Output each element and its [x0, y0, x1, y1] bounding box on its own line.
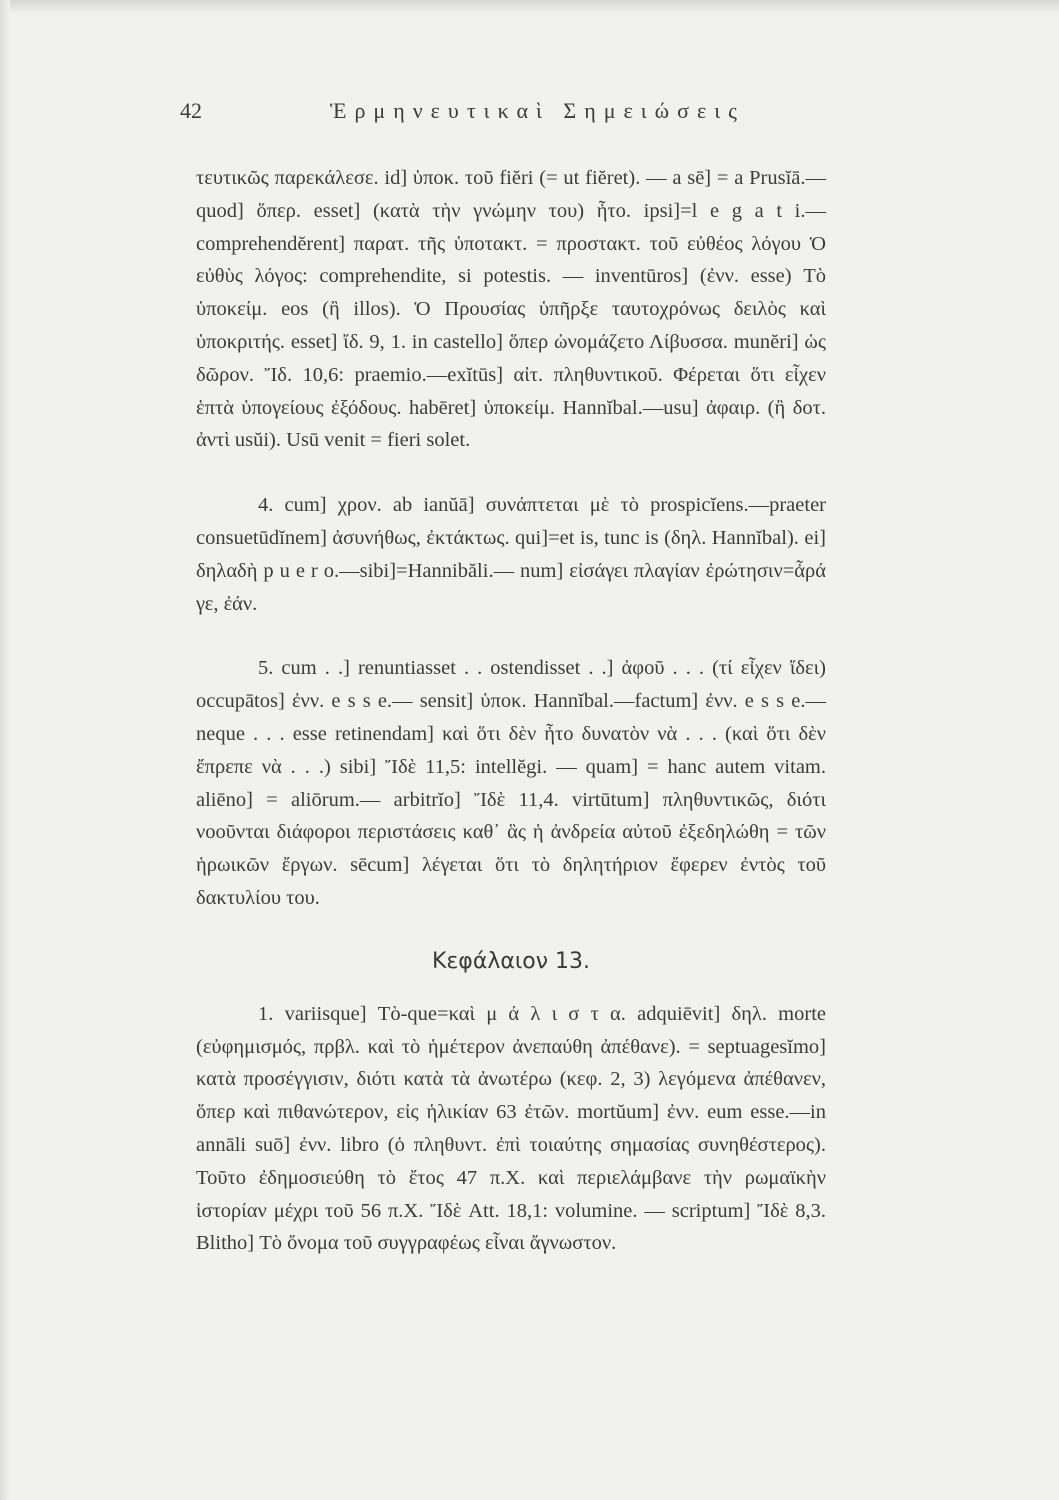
scan-edge-top — [0, 0, 1059, 14]
page-header — [180, 98, 850, 138]
commentary-paragraph: 4. cum] χρον. ab ianŭā] συνάπτεται μὲ τὸ prospicĭens.—praeter consuetūdĭnem] ἀσυνήθως, ἐκτάκτως. qui]=et is, tunc is (δηλ. Hannĭbal). ei] δηλαδὴ p u e r o.—sibi]=Hannibăli.— num] εἰσάγει πλαγίαν ἐρώτησιν=ἆρά γε, ἐάν. — [196, 494, 826, 615]
scan-edge-left — [0, 0, 10, 1500]
running-head: Ἑρμηνευτικαὶ Σημειώσεις — [330, 98, 745, 123]
commentary-paragraph: 1. variisque] Τὸ-que=καὶ μ ά λ ι σ τ α. adquiēvit] δηλ. morte (εὐφημισμός, πρβλ. καὶ τὸ ἡμέτερον ἀνεπαύθη ἀπέθανε). = septuagesĭmo] κατὰ προσέγγισιν, διότι κατὰ τὰ ἀνωτέρω (κεφ. 2, 3) λεγόμενα ἀπέθανεν, ὅπερ καὶ πιθανώτερον, εἰς ἡλικίαν 63 ἐτῶν. mortŭum] ἐνν. eum esse.—in annāli suō] ἐνν. libro (ὁ πληθυντ. ἐπὶ τοιαύτης σημασίας συνηθέστερος). Τοῦτο ἐδημοσιεύθη τὸ ἔτος 47 π.Χ. καὶ περιελάμβανε τὴν ρωμαϊκὴν ἱστορίαν μέχρι τοῦ 56 π.Χ. Ἴδὲ Att. 18,1: volumine. — scriptum] Ἴδὲ 8,3. Blitho] Τὸ ὄνομα τοῦ συγγραφέως εἶναι ἄγνωστον. — [196, 1002, 826, 1255]
commentary-paragraph: τευτικῶς παρεκάλεσε. id] ὑποκ. τοῦ fiĕri (= ut fiĕret). — a sē] = a Prusĭā.—quod] ὅπερ. esset] (κατὰ τὴν γνώμην του) ἦτο. ipsi]=l e g a t i.—comprehendĕrent] παρατ. τῆς ὑποτακτ. = προστακτ. τοῦ εὐθέος λόγου Ὁ εὐθὺς λόγος: comprehendite, si potestis. — inventūros] (ἐνν. esse) Τὸ ὑποκείμ. eos (ἢ illos). Ὁ Προυσίας ὑπῆρξε ταυτοχρόνως δειλὸς καὶ ὑποκριτής. esset] ἴδ. 9, 1. in castello] ὅπερ ὠνομάζετο Λίβυσσα. munĕri] ὡς δῶρον. Ἴδ. 10,6: praemio.—exĭtūs] αἰτ. πληθυντικοῦ. Φέρεται ὅτι εἶχεν ἑπτὰ ὑπογείους ἐξόδους. habēret] ὑποκείμ. Hannĭbal.—usu] ἀφαιρ. (ἢ δοτ. ἀντὶ usŭi). Usū venit = fieri solet. — [196, 167, 826, 452]
page-body — [196, 162, 826, 1260]
chapter-heading: Κεφάλαιον 13. — [431, 948, 591, 974]
page-number: 42 — [180, 98, 202, 123]
commentary-paragraph: 5. cum . .] renuntiasset . . ostendisset . .] ἀφοῦ . . . (τί εἶχεν ἴδει) occupātos] ἐνν. e s s e.— sensit] ὑποκ. Hannĭbal.—factum] ἐνν. e s s e.— neque . . . esse retinendam] καὶ ὅτι δὲν ἦτο δυνατὸν νὰ . . . (καὶ ὅτι δὲν ἔπρεπε νὰ . . .) sibi] Ἴδὲ 11,5: intellĕgi. — quam] = hanc autem vitam. aliēno] = aliōrum.— arbitrĭo] Ἴδὲ 11,4. virtūtum] πληθυντικῶς, διότι νοοῦνται διάφοροι περιστάσεις καθ᾽ ἃς ἡ ἀνδρεία αὐτοῦ ἐξεδηλώθη = τῶν ἡρωικῶν ἔργων. sēcum] λέγεται ὅτι τὸ δηλητήριον ἔφερεν ἐντὸς τοῦ δακτυλίου του. — [196, 657, 826, 909]
